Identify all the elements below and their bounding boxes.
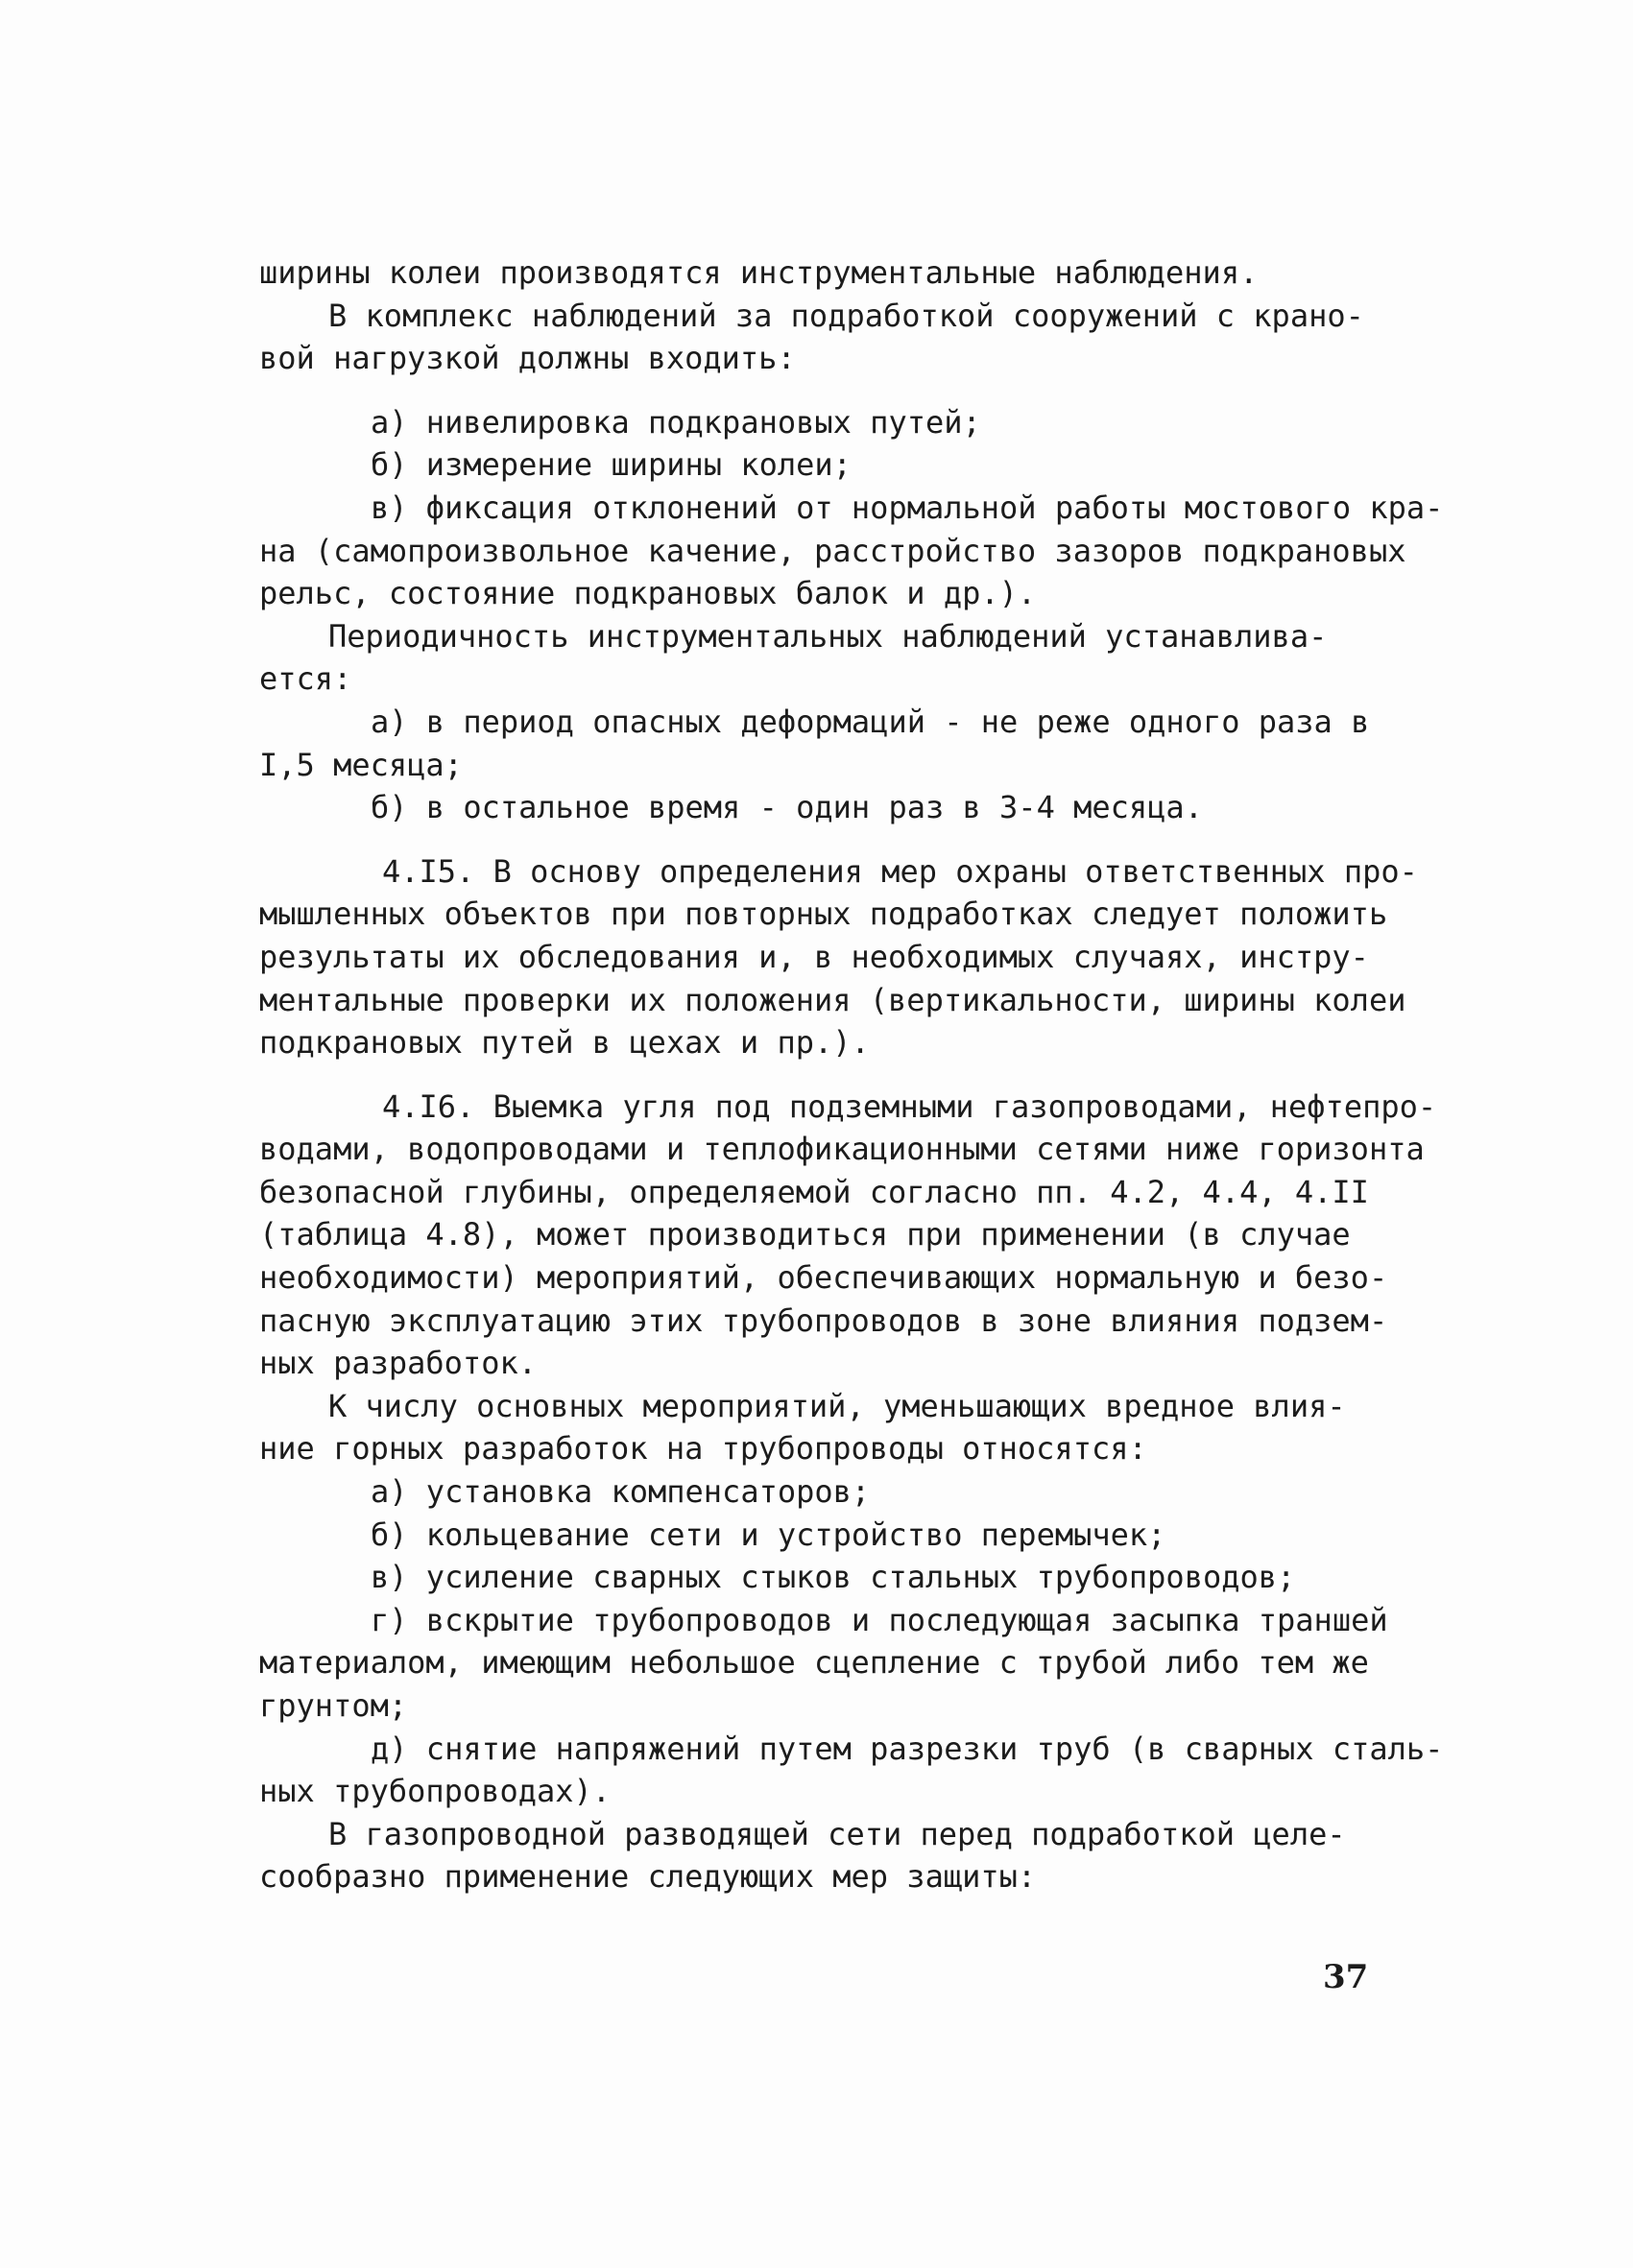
text-line: водами, водопроводами и теплофикационными сетями ниже горизонта xyxy=(259,1131,1425,1168)
list-item-a: а) в период опасных деформаций - не реже одного раза в xyxy=(371,703,1370,740)
text-line: ных трубопроводах). xyxy=(259,1773,612,1810)
text-line: (таблица 4.8), может производиться при применении (в случае xyxy=(259,1216,1351,1253)
text-line: безопасной глубины, определяемой согласно пп. 4.2, 4.4, 4.II xyxy=(259,1173,1369,1210)
text-line: грунтом; xyxy=(259,1687,408,1724)
text-line: мышленных объектов при повторных подработках следует положить xyxy=(259,895,1388,933)
list-item-c: в) усиление сварных стыков стальных трубопроводов; xyxy=(371,1559,1296,1596)
text-line: сообразно применение следующих мер защиты: xyxy=(259,1858,1037,1896)
text-line: вой нагрузкой должны входить: xyxy=(259,340,796,377)
text-line: К числу основных мероприятий, уменьшающих вредное влия- xyxy=(328,1387,1346,1424)
list-item-a: а) установка компенсаторов; xyxy=(371,1473,871,1511)
text-line: подкрановых путей в цехах и пр.). xyxy=(259,1024,870,1062)
text-line: В газопроводной разводящей сети перед подработкой целе- xyxy=(328,1815,1346,1852)
body-text xyxy=(259,251,1444,1898)
text-line: необходимости) мероприятий, обеспечивающих нормальную и безо- xyxy=(259,1259,1388,1297)
text-line: I,5 месяца; xyxy=(259,746,463,783)
text-line: В комплекс наблюдений за подработкой сооружений с крано- xyxy=(328,297,1364,334)
list-item-b: б) в остальное время - один раз в 3-4 месяца. xyxy=(371,789,1203,826)
text-line: ние горных разработок на трубопроводы относятся: xyxy=(259,1430,1147,1468)
list-item-d: г) вскрытие трубопроводов и последующая засыпка траншей xyxy=(371,1601,1388,1638)
text-line: ется: xyxy=(259,660,352,698)
list-item-b: б) измерение ширины колеи; xyxy=(371,446,852,484)
text-line: Периодичность инструментальных наблюдений устанавлива- xyxy=(328,617,1328,655)
text-line: пасную эксплуатацию этих трубопроводов в зоне влияния подзем- xyxy=(259,1301,1388,1339)
section-4-15-start: 4.I5. В основу определения мер охраны ответственных про- xyxy=(382,852,1418,890)
text-line: результаты их обследования и, в необходимых случаях, инстру- xyxy=(259,938,1369,975)
list-item-b: б) кольцевание сети и устройство перемычек; xyxy=(371,1516,1166,1553)
text-line: материалом, имеющим небольшое сцепление с трубой либо тем же xyxy=(259,1644,1369,1682)
text-line: ширины колеи производятся инструментальные наблюдения. xyxy=(259,254,1259,291)
list-item-e: д) снятие напряжений путем разрезки труб (в сварных сталь- xyxy=(371,1730,1444,1767)
list-item-a: а) нивелировка подкрановых путей; xyxy=(371,403,981,441)
text-line: рельс, состояние подкрановых балок и др.). xyxy=(259,575,1037,612)
page-number: 37 xyxy=(1323,1958,1369,1996)
text-line: на (самопроизвольное качение, расстройство зазоров подкрановых xyxy=(259,532,1406,569)
text-line: ментальные проверки их положения (вертикальности, ширины колеи xyxy=(259,981,1406,1018)
section-4-16-start: 4.I6. Выемка угля под подземными газопроводами, нефтепро- xyxy=(382,1087,1437,1125)
list-item-c: в) фиксация отклонений от нормальной работы мостового кра- xyxy=(371,489,1444,526)
text-line: ных разработок. xyxy=(259,1345,537,1382)
